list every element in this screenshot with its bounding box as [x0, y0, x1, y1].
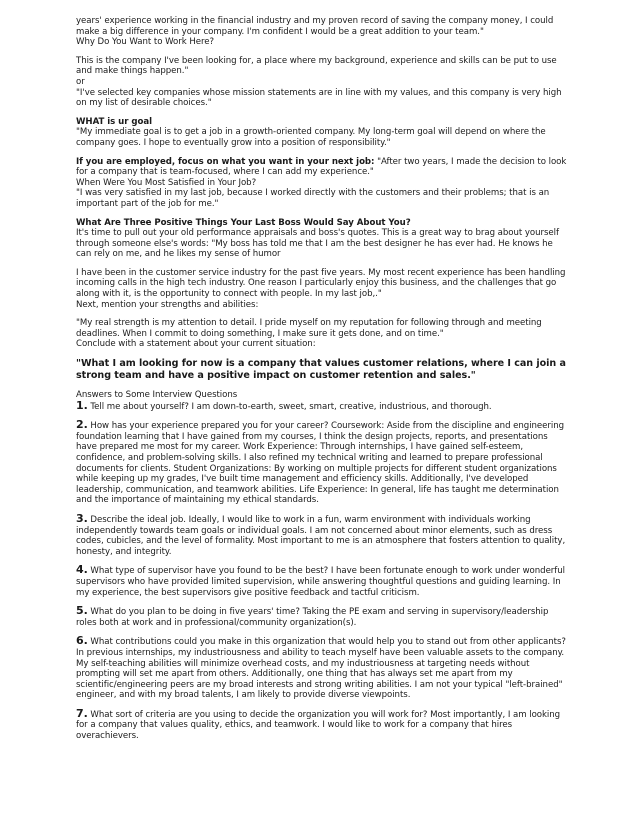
- question-text: Tell me about yourself? I am down-to-earth, sweet, smart, creative, industrious, and thorough.: [87, 401, 492, 412]
- question-item-1: [76, 398, 568, 413]
- question-number: 3.: [76, 511, 88, 525]
- question-item-3: [76, 511, 568, 557]
- satisfied-answer: "I was very satisfied in my last job, because I worked directly with the customers and their problems; that is an important part of the job for me.": [76, 188, 550, 209]
- employed-lead: If you are employed, focus on what you want in your next job:: [76, 156, 375, 167]
- answers-heading: Answers to Some Interview Questions: [76, 390, 238, 401]
- closing-statement: "What I am looking for now is a company that values customer relations, where I can join a strong team and have a positive impact on customer retention and sales.": [76, 358, 566, 382]
- boss-heading: What Are Three Positive Things Your Last Boss Would Say About You?: [76, 217, 411, 228]
- employed-paragraph: [76, 157, 568, 178]
- question-number: 5.: [76, 604, 88, 618]
- why-work-here-or: or: [76, 76, 85, 87]
- conclude-prompt: Conclude with a statement about your current situation:: [76, 339, 316, 350]
- intro-paragraph: years' experience working in the financial industry and my proven record of saving the company money, I could make a big difference in your company. I'm confident I would be a great addition to your team.": [76, 16, 554, 37]
- question-text: What sort of criteria are you using to decide the organization you will work for? Most importantly, I am looking for a company that values quality, ethics, and teamwork. I would like to work for a company that hires overachievers.: [76, 709, 561, 742]
- strengths-prompt: Next, mention your strengths and abilities:: [76, 299, 259, 310]
- boss-text: It's time to pull out your old performance appraisals and boss's quotes. This is a great way to brag about yourself through someone else's words: "My boss has told me that I am the best designer he has ever had. He knows he can rely on me, and he likes my sense of humor: [76, 228, 559, 260]
- question-item-6: [76, 636, 568, 701]
- question-number: 4.: [76, 563, 88, 577]
- strength-text: "My real strength is my attention to detail. I pride myself on my reputation for following through and meeting deadlines. When I commit to doing something, I make sure it gets done, and on time.": [76, 318, 542, 339]
- question-number: 7.: [76, 706, 88, 720]
- goal-heading: WHAT is ur goal: [76, 116, 152, 127]
- question-item-2: [76, 420, 568, 506]
- question-item-5: [76, 606, 568, 628]
- question-item-4: [76, 565, 568, 598]
- why-work-here-question: Why Do You Want to Work Here?: [76, 37, 215, 48]
- satisfied-question: When Were You Most Satisfied in Your Job?: [76, 177, 257, 188]
- question-text: What type of supervisor have you found to be the best? I have been fortunate enough to work under wonderful supervisors who have provided limited supervision, while answering thoughtful questions and guiding learning. In my experience, the best supervisors give positive feedback and tactful criticism.: [76, 566, 565, 598]
- employed-text: "After two years, I made the decision to look for a company that is team-focused, where I can add my experience.": [76, 156, 567, 178]
- why-work-here-answer-1: This is the company I've been looking for, a place where my background, experience and skills can be put to use and make things happen.": [76, 55, 557, 77]
- question-number: 2.: [76, 418, 88, 432]
- question-number: 1.: [76, 398, 88, 412]
- question-text: Describe the ideal job. Ideally, I would like to work in a fun, warm environment with individuals working independently towards team goals or individual goals. I am not concerned about minor elements, such as dress codes, cubicles, and the level of formality. Most important to me is an atmosphere that fosters attention to quality, honesty, and integrity.: [76, 514, 566, 557]
- why-work-here-answer-2: "I've selected key companies whose mission statements are in line with my values, and this company is very high on my list of desirable choices.": [76, 87, 562, 109]
- question-text: What contributions could you make in this organization that would help you to stand out from other applicants? In previous internships, my industriousness and ability to teach myself have been valuable assets to the company. My self-teaching abilities will minimize overhead costs, and my industriousness at targeting needs without prompting will set me apart from others. Additionally, one thing that has always set me apart from my scientific/engineering peers are my broad interests and strong writing abilities. I am not your typical "left-brained" engineer, and with my broad talents, I am likely to provide diverse viewpoints.: [76, 637, 566, 701]
- question-text: What do you plan to be doing in five years' time? Taking the PE exam and serving in supervisory/leadership roles both at work and in professional/community organization(s).: [76, 607, 549, 628]
- question-number: 6.: [76, 634, 88, 648]
- question-item-7: [76, 706, 568, 742]
- goal-text: "My immediate goal is to get a job in a growth-oriented company. My long-term goal will depend on where the company goes. I hope to eventually grow into a position of responsibility.": [76, 127, 546, 148]
- customer-service-text: I have been in the customer service industry for the past five years. My most recent experience has been handling incoming calls in the high tech industry. One reason I particularly enjoy this business, and the challenges that go along with it, is the opportunity to connect with people. In my last job,.": [76, 267, 566, 300]
- question-text: How has your experience prepared you for your career? Coursework: Aside from the discipline and engineering foundation learning that I have gained from my courses, I think the design projects, reports, and presentations have prepared me most for my career. Work Experience: Through internships, I have gained self-esteem, confidence, and problem-solving skills. I also refined my technical writing and learned to prepare professional documents for clients. Student Organizations: By working on multiple projects for different student organizations while keeping up my grades, I've built time management and efficiency skills. Additionally, I've developed leadership, communication, and teamwork abilities. Life Experience: In general, life has taught me determination and the importance of maintaining my ethical standards.: [76, 421, 565, 506]
